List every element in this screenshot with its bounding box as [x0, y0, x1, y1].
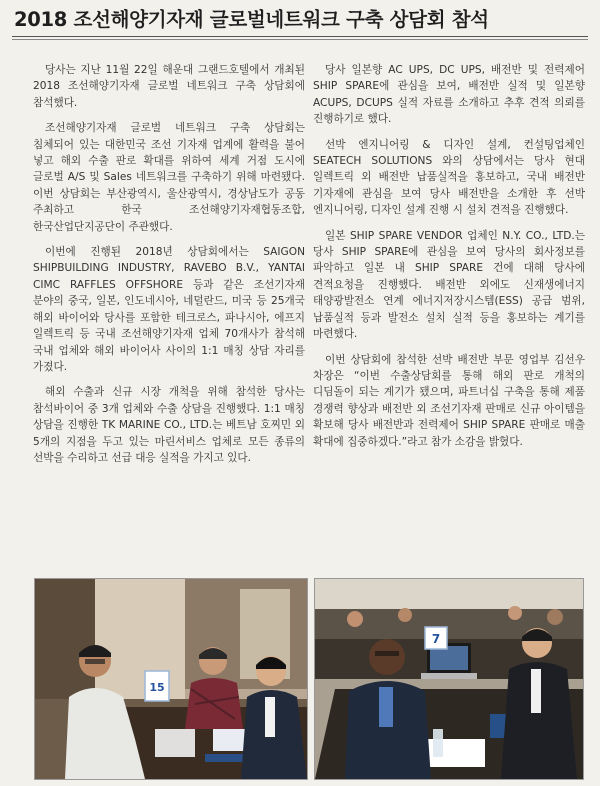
paragraph: 당사 일본향 AC UPS, DC UPS, 배전반 및 전력제어 SHIP SPARE에 관심을 보여, 배전반 실적 및 일본향 ACUPS, DCUPS 실적 자료를 소개하고 추후 견적 의뢰를 진행하기로 했다.	[313, 64, 585, 126]
left-column	[33, 62, 305, 475]
article-title: 2018 조선해양기자재 글로벌네트워크 구축 상담회 참석	[14, 8, 489, 31]
paragraph: 해외 수출과 신규 시장 개척을 위해 참석한 당사는 참석바이어 중 3개 업체와 수출 상담을 진행했다. 1:1 매칭 상담을 진행한 TK MARINE CO., LTD.는 베트남 호찌민 외 5개의 지점을 두고 있는 마린서비스 업체로 모든 종류의 선박을 수리하고 선급 대응 실적을 가지고 있다.	[33, 386, 305, 464]
meeting-photo-right-image	[315, 579, 583, 779]
paragraph: 이번 상담회에 참석한 선박 배전반 부문 영업부 김선우 차장은 “이번 수출상담회를 통해 해외 판로 개척의 디딤돌이 되는 계기가 됐으며, 파트너십 구축을 통해 제품 경쟁력 향상과 배전반 외 조선기자재 판매로 신규 아이템을 확보해 당사 배전반과 전력제어 SHIP SPARE 판매로 매출 확대에 집중하겠다.”라고 참가 소감을 밝혔다.	[313, 353, 585, 448]
title-rule	[12, 36, 588, 37]
paragraph: 당사는 지난 11월 22일 해운대 그랜드호텔에서 개최된 2018 조선해양기자재 글로벌 네트워크 구축 상담회에 참석했다.	[33, 64, 305, 109]
meeting-photo-left-image	[35, 579, 307, 779]
paragraph: 조선해양기자재 글로벌 네트워크 구축 상담회는 침체되어 있는 대한민국 조선 기자재 업계에 활력을 불어 넣고 해외 수출 판로 확대를 위하여 세계 거점 도시에 글로벌 A/S 및 Sales 네트워크를 구축하기 위해 마련됐다. 이번 상담회는 부산광역시, 울산광역시, 경상남도가 공동 주최하고 한국 조선해양기자재협동조합, 한국산업단지공단이 주관했다.	[33, 122, 305, 233]
paragraph: 선박 엔지니어링 & 디자인 설계, 컨설팅업체인 SEATECH SOLUTIONS 와의 상담에서는 당사 현대 일렉트릭 외 배전반 납품실적을 홍보하고, 국내 배전반 기자재에 관심을 보여 당사 배전반을 소개한 후 선박 엔지니어링, 디자인 설계 진행 시 설치 견적을 진행했다.	[313, 138, 585, 217]
table-number-sign: 15	[149, 681, 165, 694]
right-column	[313, 62, 585, 459]
paragraph: 이번에 진행된 2018년 상담회에서는 SAIGON SHIPBUILDING INDUSTRY, RAVEBO B.V., YANTAI CIMC RAFFLES OFFSHORE 등과 같은 조선기자재 분야의 중국, 일본, 인도네시아, 네덜란드, 미국 등 25개국 해외 바이어와 당사를 포함한 테크로스, 파나시아, 에프지 일렉트릭 등 국내 조선해양기자재 업체 70개사가 참석해 국내 업체와 해외 바이어사 사이의 1:1 매칭 상담 자리를 가졌다.	[33, 246, 305, 373]
table-number-sign: 7	[431, 632, 441, 646]
paragraph: 일본 SHIP SPARE VENDOR 업체인 N.Y. CO., LTD.는 당사 SHIP SPARE에 관심을 보여 당사의 회사정보를 파악하고 일본 내 SHIP SPARE 건에 대해 당사에 견적요청을 진행했다. 배전반 외에도 신재생에너지 태양광발전소 연계 에너지저장시스템(ESS) 공급 범위, 납품실적 등과 발전소 설치 실적 등을 홍보하는 계기를 마련했다.	[313, 229, 585, 341]
title-rule-secondary	[12, 39, 588, 40]
meeting-photo-left	[34, 578, 308, 780]
meeting-photo-right	[314, 578, 584, 780]
